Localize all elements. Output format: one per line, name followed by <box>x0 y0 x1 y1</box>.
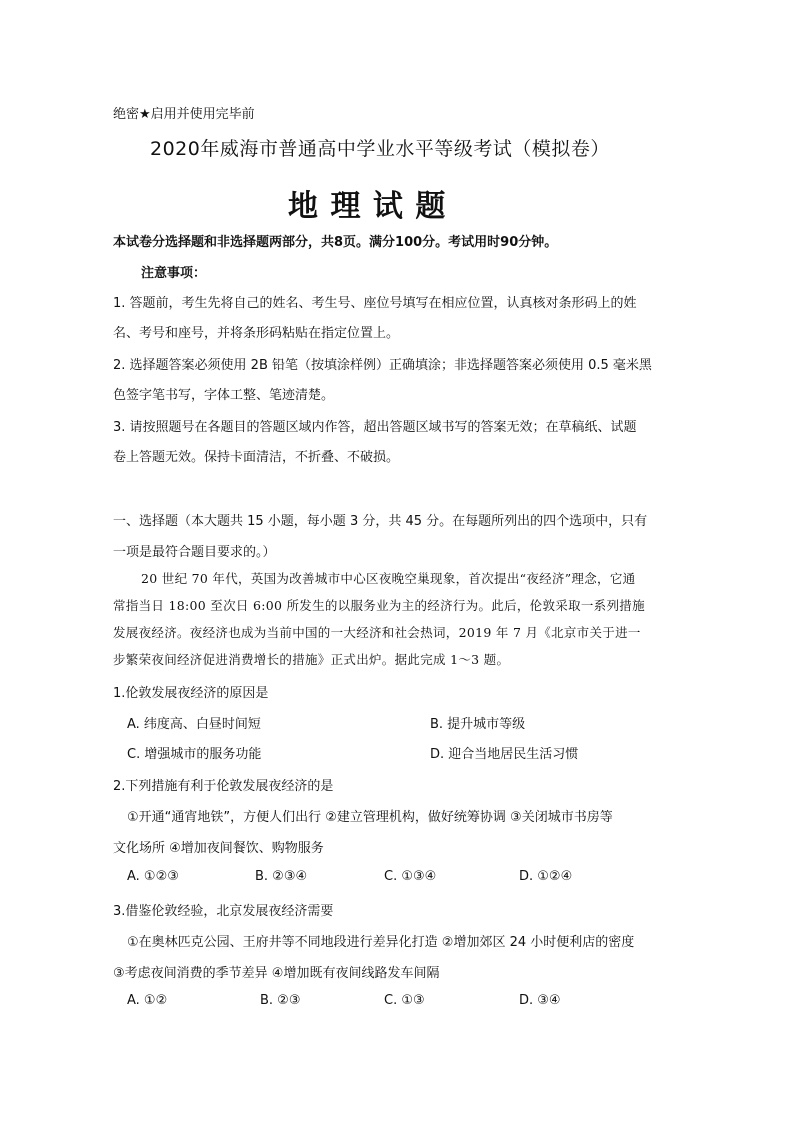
note-2-line-1: 2. 选择题答案必须使用 2B 铅笔（按填涂样例）正确填涂；非选择题答案必须使用 0.5 毫米黑 <box>113 358 652 373</box>
note-1-line-1: 1. 答题前，考生先将自己的姓名、考生号、座位号填写在相应位置，认真核对条形码上的姓 <box>113 296 637 311</box>
question-2-option-d: D. ①②④ <box>519 869 573 884</box>
passage-line-4: 步繁荣夜间经济促进消费增长的措施》正式出炉。据此完成 1～3 题。 <box>113 652 510 667</box>
subject-title: 地 理 试 题 <box>288 189 447 224</box>
secret-label: 绝密★启用并使用完毕前 <box>113 107 255 122</box>
question-3-option-a: A. ①② <box>127 993 168 1008</box>
section-1-heading-line-1: 一、选择题（本大题共 15 小题，每小题 3 分，共 45 分。在每题所列出的四个选项中，只有 <box>113 514 648 529</box>
note-2-line-2: 色签字笔书写，字体工整、笔迹清楚。 <box>113 388 335 403</box>
question-3-statements-line-1: ①在奥林匹克公园、王府井等不同地段进行差异化打造 ②增加郊区 24 小时便利店的密度 <box>127 935 635 950</box>
question-3-option-c: C. ①③ <box>384 993 425 1008</box>
note-3-line-2: 卷上答题无效。保持卡面清洁，不折叠、不破损。 <box>113 450 400 465</box>
passage-line-1: 20 世纪 70 年代，英国为改善城市中心区夜晚空巢现象，首次提出“夜经济”理念，它通 <box>141 571 636 586</box>
question-1-option-b: B. 提升城市等级 <box>430 717 526 732</box>
notes-heading: 注意事项： <box>141 266 207 281</box>
note-3-line-1: 3. 请按照题号在各题目的答题区域内作答，超出答题区域书写的答案无效；在草稿纸、试题 <box>113 420 637 435</box>
question-2-option-a: A. ①②③ <box>127 869 179 884</box>
question-2-statements-line-2: 文化场所 ④增加夜间餐饮、购物服务 <box>113 841 324 856</box>
exam-title: 2020年威海市普通高中学业水平等级考试（模拟卷） <box>150 138 610 160</box>
question-2-stem: 2.下列措施有利于伦敦发展夜经济的是 <box>113 779 334 794</box>
exam-intro: 本试卷分选择题和非选择题两部分，共8页。满分100分。考试用时90分钟。 <box>113 235 558 250</box>
question-1-option-a: A. 纬度高、白昼时间短 <box>127 717 261 732</box>
passage-line-3: 发展夜经济。夜经济也成为当前中国的一大经济和社会热词，2019 年 7 月《北京市关于进一 <box>113 625 641 640</box>
question-3-statements-line-2: ③考虑夜间消费的季节差异 ④增加既有夜间线路发车间隔 <box>113 966 440 981</box>
question-1-stem: 1.伦敦发展夜经济的原因是 <box>113 686 269 701</box>
question-3-option-d: D. ③④ <box>519 993 561 1008</box>
question-2-option-b: B. ②③④ <box>255 869 308 884</box>
question-1-option-c: C. 增强城市的服务功能 <box>127 747 262 762</box>
note-1-line-2: 名、考号和座号，并将条形码粘贴在指定位置上。 <box>113 326 400 341</box>
question-2-option-c: C. ①③④ <box>384 869 437 884</box>
question-1-option-d: D. 迎合当地居民生活习惯 <box>430 747 579 762</box>
question-2-statements-line-1: ①开通“通宵地铁”，方便人们出行 ②建立管理机构，做好统筹协调 ③关闭城市书房等 <box>127 810 613 825</box>
section-1-heading-line-2: 一项是最符合题目要求的。） <box>113 545 276 560</box>
question-3-option-b: B. ②③ <box>260 993 301 1008</box>
passage-line-2: 常指当日 18:00 至次日 6:00 所发生的以服务业为主的经济行为。此后，伦敦采取一系列措施 <box>113 598 645 613</box>
question-3-stem: 3.借鉴伦敦经验，北京发展夜经济需要 <box>113 904 334 919</box>
